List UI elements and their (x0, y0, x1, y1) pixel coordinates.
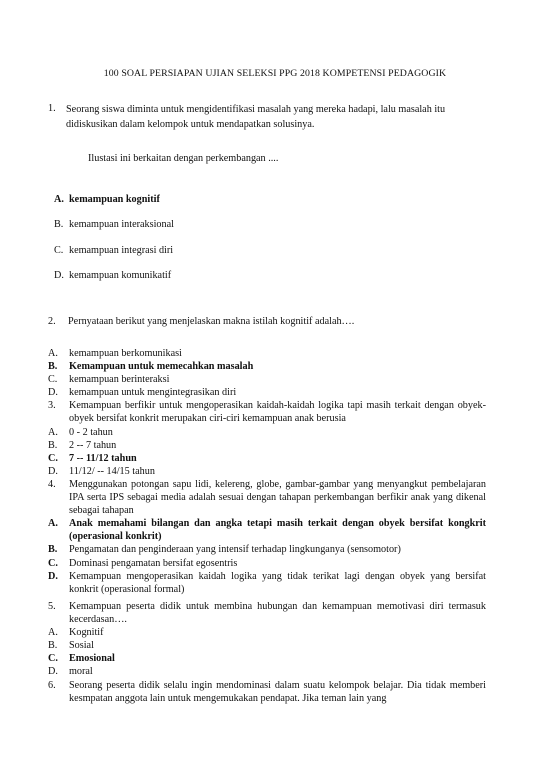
q2-option-a: A. kemampuan berkomunikasi (48, 348, 182, 359)
option-label: A. (54, 194, 64, 205)
document-title: 100 SOAL PERSIAPAN UJIAN SELEKSI PPG 2018 KOMPETENSI PEDAGOGIK (103, 68, 447, 79)
option-text: kemampuan kognitif (69, 194, 160, 205)
question-stem: Ilustasi ini berkaitan dengan perkembangan .... (88, 153, 279, 164)
option-text: kemampuan integrasi diri (69, 245, 174, 256)
option-label: B. (54, 219, 64, 230)
question-6: 6. Seorang peserta didik selalu ingin mendominasi dalam suatu kelompok belajar. Dia tidak memberi kesmpatan anggota lain untuk mengemukakan pendapat. Jika teman lain yang (48, 679, 486, 704)
q3-option-a: A. 0 - 2 tahun (48, 426, 113, 438)
question-3: 3. Kemampuan berfikir untuk mengoperasikan kaidah-kaidah logika tapi masih terkait dengan obyek-obyek bersifat konkrit merupakan ciri-ciri kemampuan anak berusia (48, 400, 486, 425)
q4-option-c: C. Dominasi pengamatan bersifat egosentris (48, 557, 238, 569)
q2-option-c: C. kemampuan berinteraksi (48, 374, 170, 386)
option-d (54, 270, 171, 281)
option-b (54, 219, 174, 230)
q4-option-b: B. Pengamatan dan penginderaan yang intensif terhadap lingkunganya (sensomotor) (48, 544, 401, 556)
q5-option-c: C. Emosional (48, 653, 115, 665)
q4-option-d: D. Kemampuan mengoperasikan kaidah logika yang tidak terikat lagi dengan obyek yang bersifat konkrit (operasional formal) (48, 570, 486, 595)
question-number: 1. (48, 103, 56, 114)
question-1 (48, 103, 488, 132)
q2-option-b: B. Kemampuan untuk memecahkan masalah (48, 361, 254, 373)
option-label: C. (54, 245, 64, 256)
q2-option-d: D. kemampuan untuk mengintegrasikan diri (48, 387, 237, 399)
question-2 (48, 316, 354, 327)
option-c (54, 245, 173, 256)
question-text: Seorang siswa diminta untuk mengidentifikasi masalah yang mereka hadapi, lalu masalah itu didiskusikan dalam kelompok untuk mendapatkan solusinya. (66, 104, 446, 130)
option-a (54, 194, 160, 205)
q5-option-d: D. moral (48, 666, 93, 678)
question-4: 4. Menggunakan potongan sapu lidi, kelereng, globe, gambar-gambar yang menyangkut pembelajaran IPA serta IPS sebagai media adalah sesuai dengan tahapan perkembangan berfikir anak yang dikenal sebagai tahapan (48, 478, 486, 517)
q4-option-a: A. Anak memahami bilangan dan angka tetapi masih terkait dengan obyek bersifat kongkrit (operasional konkrit) (48, 518, 486, 543)
question-number: 2. (48, 316, 56, 327)
q3-option-c: C. 7 -- 11/12 tahun (48, 452, 137, 464)
q5-option-a: A. Kognitif (48, 627, 104, 639)
option-text: kemampuan interaksional (69, 219, 174, 230)
q5-option-b: B. Sosial (48, 640, 94, 652)
questions-2-4 (48, 347, 486, 596)
q3-option-b: B. 2 -- 7 tahun (48, 439, 117, 451)
option-text: kemampuan komunikatif (69, 270, 172, 281)
q3-option-d: D. 11/12/ -- 14/15 tahun (48, 465, 155, 477)
question-5: 5. Kemampuan peserta didik untuk membina hubungan dan kemampuan memotivasi diri termasuk kecerdasan…. (48, 601, 486, 626)
questions-5-6 (48, 600, 486, 705)
question-text: Pernyataan berikut yang menjelaskan makna istilah kognitif adalah…. (68, 316, 355, 327)
option-label: D. (54, 270, 64, 281)
